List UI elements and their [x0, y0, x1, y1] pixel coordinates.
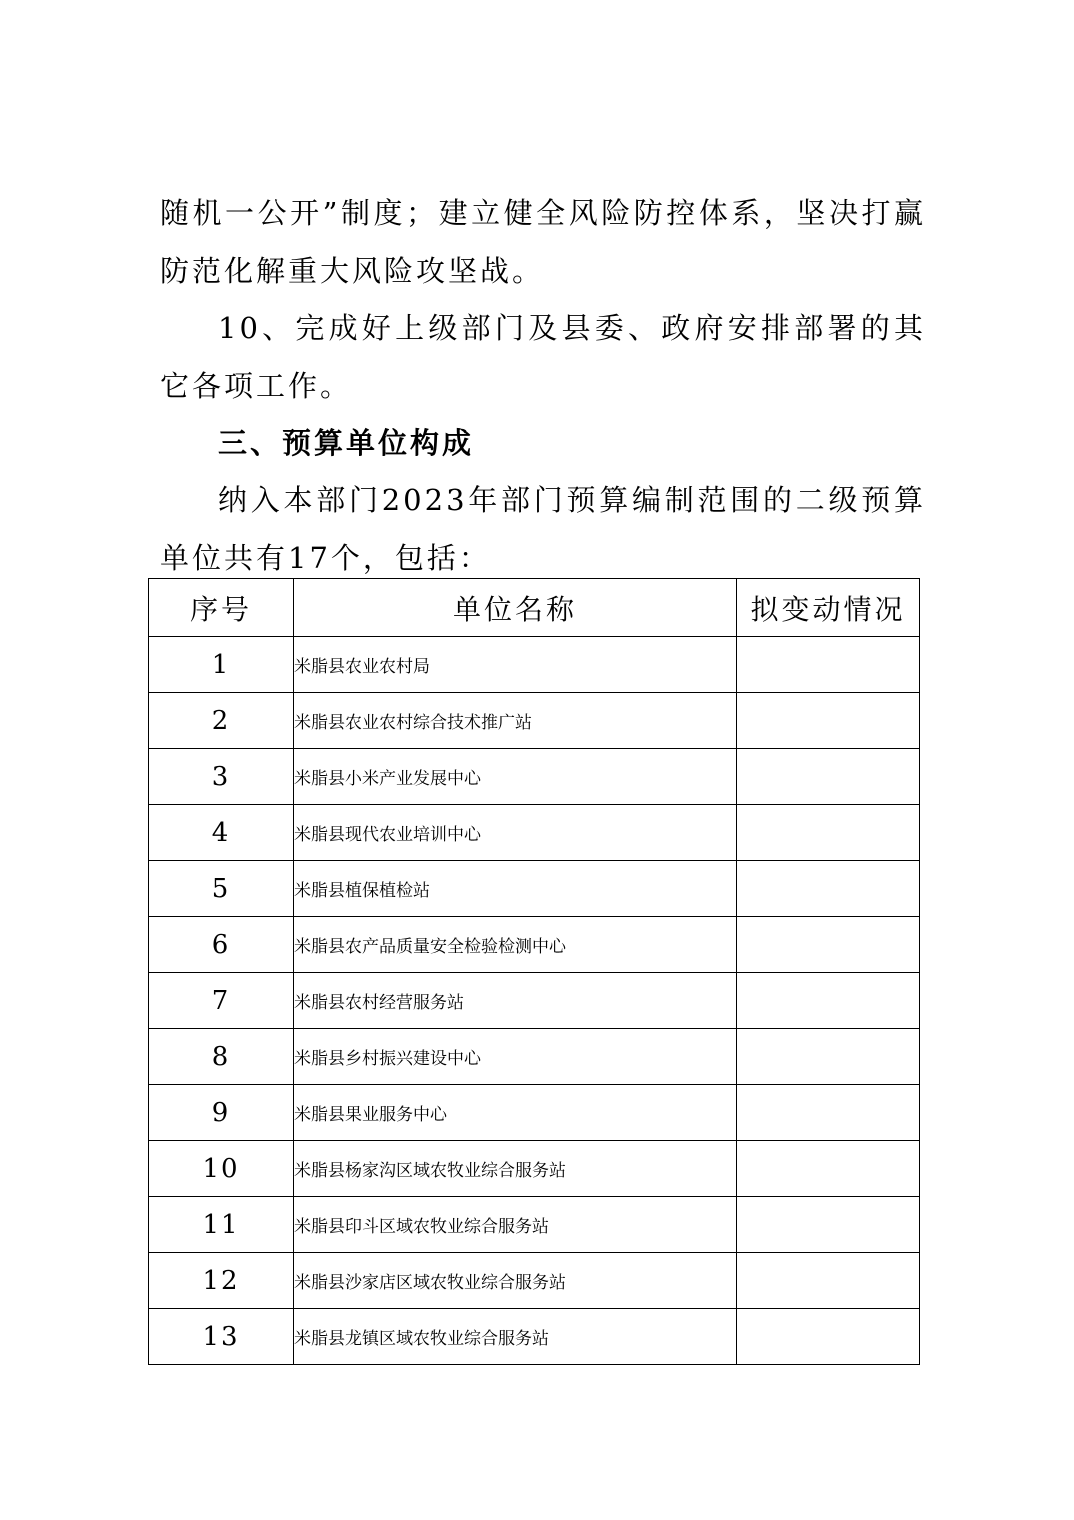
row-planned-change: [737, 861, 920, 917]
header-unit-name: 单位名称: [294, 579, 737, 637]
row-serial-number: 6: [149, 917, 294, 973]
row-serial-number: 5: [149, 861, 294, 917]
row-planned-change: [737, 1197, 920, 1253]
row-planned-change: [737, 917, 920, 973]
row-unit-name: 米脂县植保植检站: [294, 861, 737, 917]
row-serial-number: 13: [149, 1309, 294, 1365]
row-planned-change: [737, 1029, 920, 1085]
table-row: [149, 917, 920, 973]
row-unit-name: 米脂县果业服务中心: [294, 1085, 737, 1141]
table-row: [149, 973, 920, 1029]
row-unit-name: 米脂县乡村振兴建设中心: [294, 1029, 737, 1085]
row-serial-number: 12: [149, 1253, 294, 1309]
row-unit-name: 米脂县农产品质量安全检验检测中心: [294, 917, 737, 973]
row-unit-name: 米脂县农业农村局: [294, 637, 737, 693]
row-planned-change: [737, 1141, 920, 1197]
body-paragraph-units-intro: 纳入本部门2023年部门预算编制范围的二级预算单位共有17个，包括：: [160, 483, 926, 575]
body-paragraph-item-10: 10、完成好上级部门及县委、政府安排部署的其它各项工作。: [160, 311, 926, 403]
table-row: [149, 749, 920, 805]
row-serial-number: 3: [149, 749, 294, 805]
row-unit-name: 米脂县农业农村综合技术推广站: [294, 693, 737, 749]
row-planned-change: [737, 805, 920, 861]
header-planned-change: 拟变动情况: [737, 579, 920, 637]
table-row: [149, 1085, 920, 1141]
section-heading-budget-units: 三、预算单位构成: [218, 426, 475, 460]
table-row: [149, 805, 920, 861]
row-serial-number: 9: [149, 1085, 294, 1141]
table-row: [149, 1197, 920, 1253]
row-unit-name: 米脂县农村经营服务站: [294, 973, 737, 1029]
table-row: [149, 693, 920, 749]
row-serial-number: 8: [149, 1029, 294, 1085]
row-planned-change: [737, 1253, 920, 1309]
table-row: [149, 1141, 920, 1197]
table-row: [149, 861, 920, 917]
table-row: [149, 637, 920, 693]
row-unit-name: 米脂县印斗区域农牧业综合服务站: [294, 1197, 737, 1253]
row-serial-number: 10: [149, 1141, 294, 1197]
header-serial-number: 序号: [149, 579, 294, 637]
table-header-row: [149, 579, 920, 637]
row-serial-number: 4: [149, 805, 294, 861]
row-planned-change: [737, 1309, 920, 1365]
row-unit-name: 米脂县现代农业培训中心: [294, 805, 737, 861]
row-unit-name: 米脂县小米产业发展中心: [294, 749, 737, 805]
row-unit-name: 米脂县龙镇区域农牧业综合服务站: [294, 1309, 737, 1365]
row-serial-number: 2: [149, 693, 294, 749]
row-planned-change: [737, 637, 920, 693]
row-serial-number: 1: [149, 637, 294, 693]
table-row: [149, 1029, 920, 1085]
table-row: [149, 1309, 920, 1365]
row-planned-change: [737, 973, 920, 1029]
row-unit-name: 米脂县沙家店区域农牧业综合服务站: [294, 1253, 737, 1309]
row-serial-number: 11: [149, 1197, 294, 1253]
row-planned-change: [737, 693, 920, 749]
row-unit-name: 米脂县杨家沟区域农牧业综合服务站: [294, 1141, 737, 1197]
body-paragraph-risk-control: 随机一公开”制度；建立健全风险防控体系，坚决打赢防范化解重大风险攻坚战。: [160, 196, 926, 288]
budget-units-table: [148, 578, 920, 1365]
row-planned-change: [737, 1085, 920, 1141]
row-serial-number: 7: [149, 973, 294, 1029]
row-planned-change: [737, 749, 920, 805]
table-row: [149, 1253, 920, 1309]
